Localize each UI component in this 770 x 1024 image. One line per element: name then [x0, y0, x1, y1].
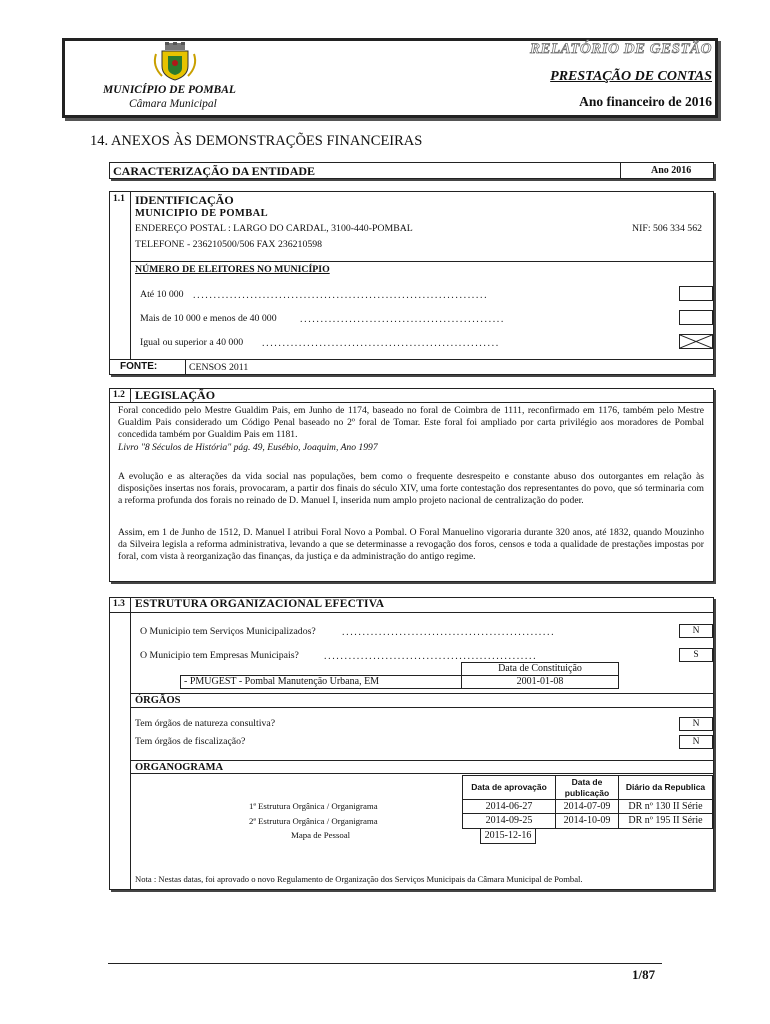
section-number: 1.1 [113, 194, 125, 204]
org-row-label: 1ª Estrutura Orgânica / Organigrama [249, 801, 378, 811]
org-row-approval: 2015-12-16 [480, 828, 536, 844]
answer-oversight: N [679, 735, 713, 749]
characterization-year: Ano 2016 [651, 165, 692, 176]
divider [130, 707, 714, 708]
leader-dots: .......................................................... [262, 338, 500, 349]
source-label: FONTE: [120, 361, 158, 372]
divider [130, 693, 714, 694]
legislation-paragraph-2: A evolução e as alterações da vida social nas populações, bem como o frequente desrespeito e constante abuso dos outorgantes em relação às disposições insertas nos forais, provocaram, a partir dos finais do século XIV, uma forte contestação dos representantes do povo, que só terminaria com a reforma profunda dos forais no reinado de D. Manuel I, inserida num amplo projeto nacional de centralização do poder. [118, 471, 704, 507]
org-header-publication: Data de publicação [555, 775, 619, 800]
legislation-citation: Livro "8 Séculos de História" pág. 49, Eusébio, Joaquim, Ano 1997 [118, 442, 378, 453]
fiscal-year: Ano financeiro de 2016 [579, 94, 712, 109]
legislation-paragraph-3: Assim, em 1 de Junho de 1512, D. Manuel I atribui Foral Novo a Pombal. O Foral Manuelino vigoraria durante 320 anos, até 1832, quando Mouzinho da Silveira legisla a reforma administrativa, levando a que se determinasse a revogação dos foros, censos e toda a qualidade de prestações impostas por foral, com vista à reorganização das finanças, da justiça e da administração do antigo regime. [118, 527, 704, 563]
question-companies: O Municipio tem Empresas Municipais? [140, 650, 299, 661]
council-name: Câmara Municipal [129, 98, 217, 110]
report-subtitle: PRESTAÇÃO DE CONTAS [550, 69, 712, 84]
nif: NIF: 506 334 562 [632, 223, 702, 234]
voters-option-3: Igual ou superior a 40 000 [140, 337, 244, 348]
leader-dots: .................................................. [300, 314, 505, 325]
leader-dots: .................................................... [324, 651, 538, 662]
source-value: CENSOS 2011 [189, 362, 249, 373]
divider [109, 359, 714, 360]
leader-dots: .................................................... [342, 627, 556, 638]
identification-title: IDENTIFICAÇÃO [135, 193, 234, 207]
legislation-paragraph-1: Foral concedido pelo Mestre Gualdim Pais, em Junho de 1174, baseado no foral de Coimbra de 1111, reconfirmado em 1176, também pelo Mestre Gualdim Pais considerado um Código Penal baseado no 2º foral de Tomar. Este foral foi ampliado por carta privilégio aos moradores de Pombal concedida também por Gualdim Pais em 1181. [118, 405, 704, 441]
postal-address: ENDEREÇO POSTAL : LARGO DO CARDAL, 3100-440-POMBAL [135, 223, 413, 234]
section-heading: 14. ANEXOS ÀS DEMONSTRAÇÕES FINANCEIRAS [90, 133, 423, 149]
answer-services: N [679, 624, 713, 638]
question-services: O Municipio tem Serviços Municipalizados? [140, 626, 316, 637]
legislation-title: LEGISLAÇÃO [135, 388, 216, 402]
voters-checkbox-2[interactable] [679, 310, 713, 325]
answer-consultive: N [679, 717, 713, 731]
divider [130, 597, 131, 890]
org-row-approval: 2014-09-25 [462, 813, 556, 829]
question-oversight: Tem órgãos de fiscalização? [135, 736, 246, 747]
organogram-note: Nota : Nestas datas, foi aprovado o novo Regulamento de Organização dos Serviços Municipais da Câmara Municipal de Pombal. [135, 874, 583, 884]
divider [130, 760, 714, 761]
voters-option-2: Mais de 10 000 e menos de 40 000 [140, 313, 277, 324]
entity-name: MUNICIPIO DE POMBAL [135, 208, 269, 219]
report-title: RELATÓRIO DE GESTÃO [529, 41, 712, 57]
divider [130, 191, 131, 359]
organogram-title: ORGANOGRAMA [135, 762, 224, 773]
organs-title: ÓRGÃOS [135, 695, 181, 706]
divider [130, 388, 131, 402]
footer-rule [108, 963, 662, 964]
structure-title: ESTRUTURA ORGANIZACIONAL EFECTIVA [135, 598, 385, 610]
org-row-diario: DR nº 195 II Série [618, 813, 713, 829]
page-number: 1/87 [632, 967, 656, 982]
constitution-date-header: Data de Constituição [461, 662, 619, 676]
org-row-label: 2ª Estrutura Orgânica / Organigrama [249, 816, 378, 826]
company-name: - PMUGEST - Pombal Manutenção Urbana, EM [180, 675, 462, 689]
municipality-name: MUNICÍPIO DE POMBAL [103, 84, 236, 96]
org-row-diario: DR nº 130 II Série [618, 799, 713, 814]
voters-title: NÚMERO DE ELEITORES NO MUNICÍPIO [135, 264, 330, 275]
characterization-title: CARACTERIZAÇÃO DA ENTIDADE [113, 164, 316, 178]
voters-checkbox-1[interactable] [679, 286, 713, 301]
answer-companies: S [679, 648, 713, 662]
org-row-publication: 2014-07-09 [555, 799, 619, 814]
org-row-publication: 2014-10-09 [555, 813, 619, 829]
voters-checkbox-3-checked[interactable] [679, 334, 713, 349]
divider [620, 162, 621, 179]
divider [130, 261, 714, 262]
voters-option-1: Até 10 000 [140, 289, 184, 300]
org-row-approval: 2014-06-27 [462, 799, 556, 814]
divider [185, 359, 186, 375]
org-header-approval: Data de aprovação [462, 775, 556, 800]
divider [109, 402, 714, 403]
divider [109, 612, 714, 613]
question-consultive: Tem órgãos de natureza consultiva? [135, 718, 276, 729]
leader-dots: ........................................................................ [193, 290, 489, 301]
coat-of-arms-logo [148, 42, 202, 82]
company-constitution-date: 2001-01-08 [461, 675, 619, 689]
org-row-label: Mapa de Pessoal [291, 830, 351, 840]
section-number: 1.2 [113, 390, 125, 400]
section-number: 1.3 [113, 599, 125, 609]
org-header-diario: Diário da Republica [618, 775, 713, 800]
phone-fax: TELEFONE - 236210500/506 FAX 236210598 [135, 239, 323, 250]
